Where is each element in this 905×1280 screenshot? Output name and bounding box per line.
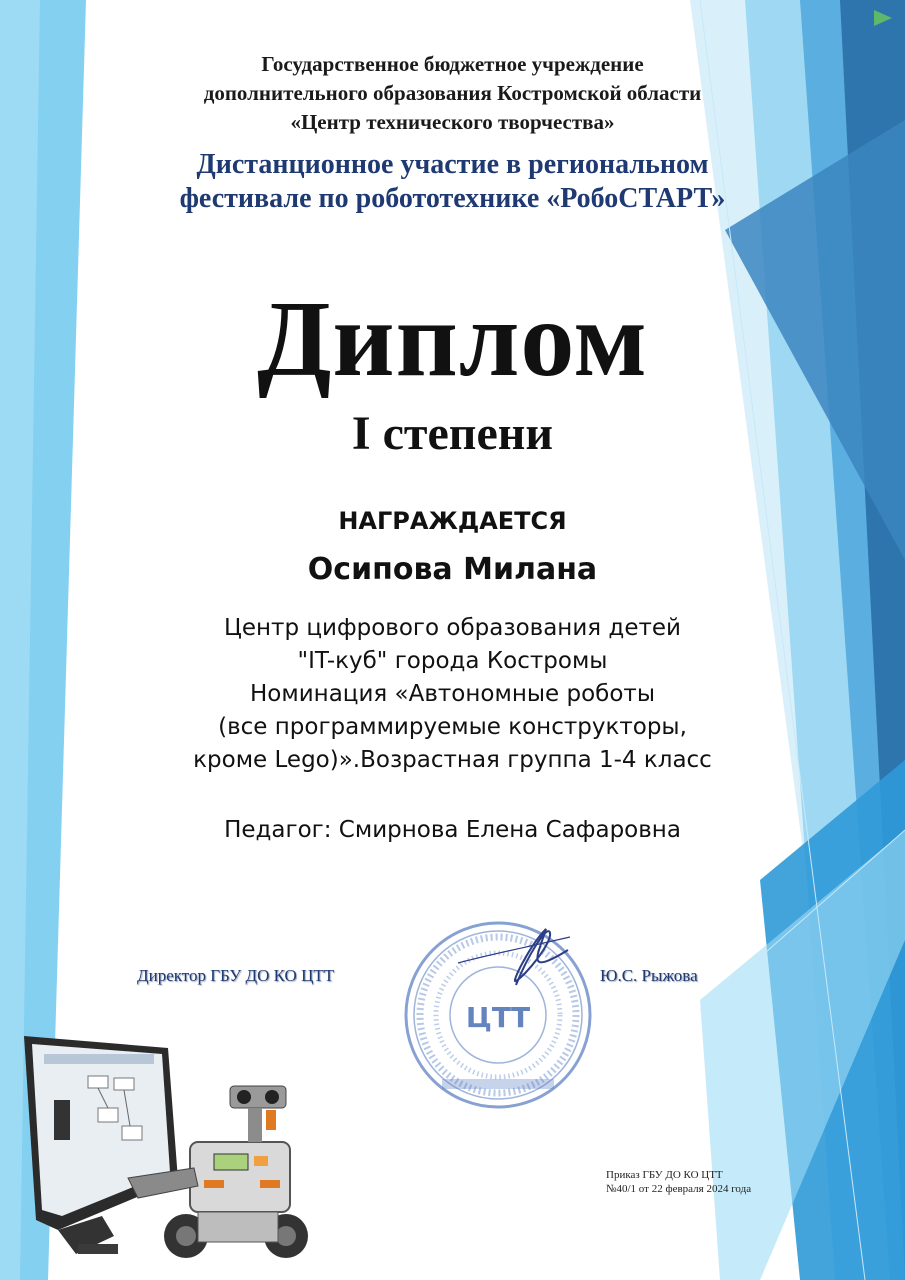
triangle-arrow-icon	[872, 8, 894, 28]
diploma-degree: I степени	[351, 407, 554, 460]
award-description	[0, 612, 905, 777]
organization-header	[0, 50, 905, 137]
description-line: Центр цифрового образования детей	[224, 615, 681, 641]
director-position: Директор ГБУ ДО КО ЦТТ	[137, 966, 335, 985]
organization-line: «Центр технического творчества»	[290, 110, 615, 134]
recipient-name: Осипова Милана	[307, 552, 598, 587]
festival-line: фестивале по робототехнике «РобоСТАРТ»	[179, 183, 726, 214]
description-line: кроме Lego)».Возрастная группа 1-4 класс	[193, 747, 712, 773]
description-line: "IT-куб" города Костромы	[297, 648, 608, 674]
stamp-text: ЦТТ	[465, 1001, 531, 1034]
organization-line: дополнительного образования Костромской области	[203, 81, 702, 105]
diploma-title: Диплом	[257, 280, 648, 399]
festival-header	[0, 148, 905, 216]
festival-line: Дистанционное участие в региональном	[196, 149, 709, 180]
official-stamp	[398, 915, 598, 1115]
description-line: Номинация «Автономные роботы	[250, 681, 655, 707]
description-line: (все программируемые конструкторы,	[218, 714, 687, 740]
awarded-label: НАГРАЖДАЕТСЯ	[338, 507, 567, 535]
teacher-line: Педагог: Смирнова Елена Сафаровна	[224, 817, 681, 843]
order-line: №40/1 от 22 февраля 2024 года	[606, 1183, 752, 1195]
robot-computer-illustration	[18, 1030, 318, 1278]
organization-line: Государственное бюджетное учреждение	[261, 52, 644, 76]
order-reference	[606, 1168, 751, 1196]
order-line: Приказ ГБУ ДО КО ЦТТ	[606, 1169, 723, 1181]
director-name: Ю.С. Рыжова	[600, 966, 698, 985]
